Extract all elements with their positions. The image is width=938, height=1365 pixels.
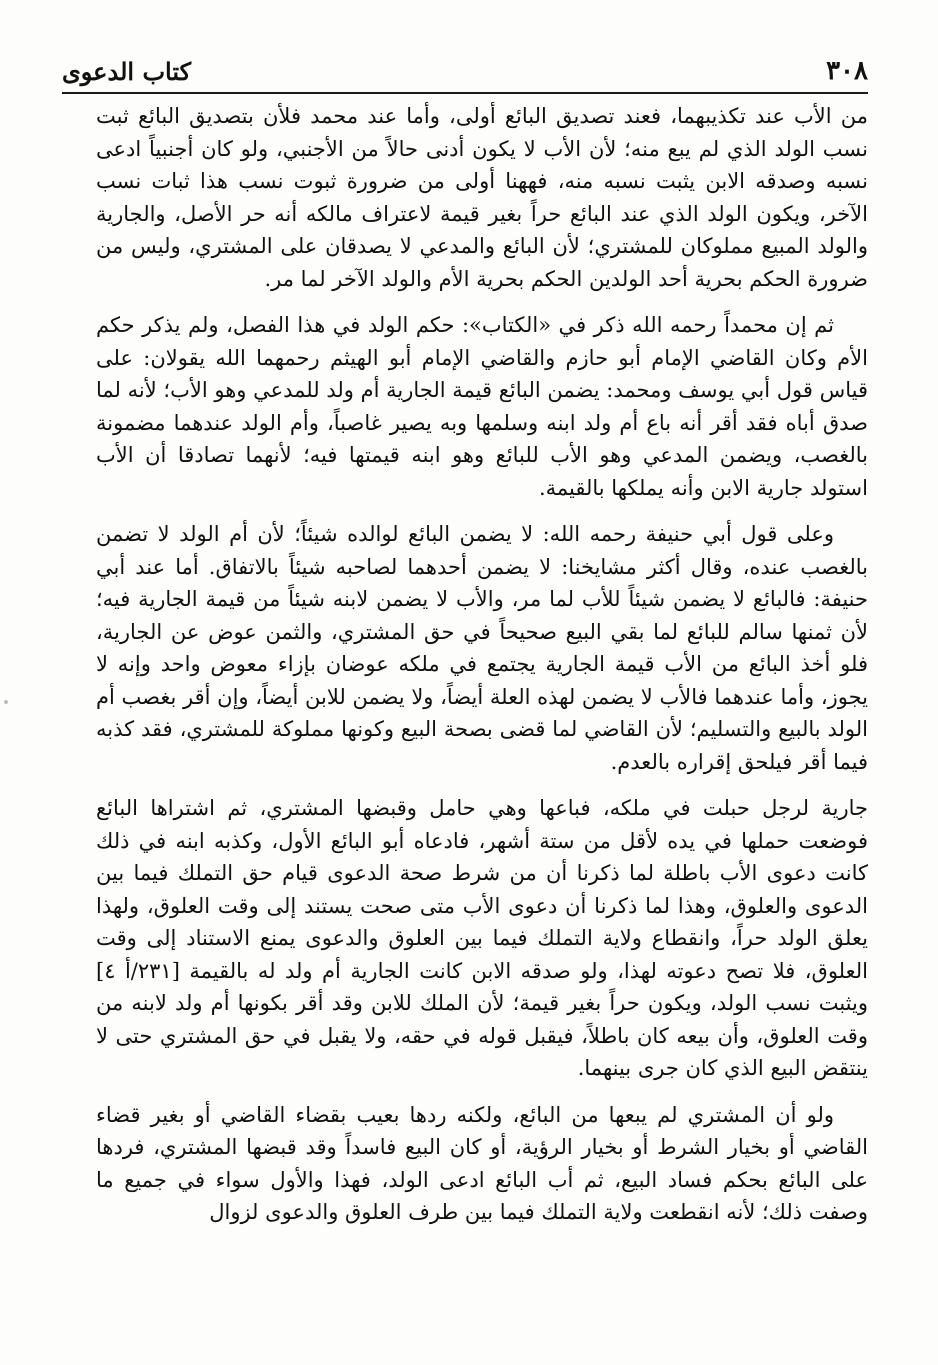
page-header xyxy=(62,42,868,94)
paragraph-3: وعلى قول أبي حنيفة رحمه الله: لا يضمن البائع لوالده شيئاً؛ لأن أم الولد لا تضمن بالغصب عنده، وقال أكثر مشايخنا: لا يضمن أحدهما لصاحبه شيئاً بالاتفاق. أما عند أبي حنيفة: فالبائع لا يضمن شيئاً للأب لما مر، والأب لا يضمن لابنه شيئاً من قيمة الجارية فيه؛ لأن ثمنها سالم للبائع لما بقي البيع صحيحاً في حق المشتري، والثمن عوض عن الجارية، فلو أخذ البائع من الأب قيمة الجارية يجتمع في ملكه عوضان بإزاء معوض واحد وإنه لا يجوز، وأما عندهما فالأب لا يضمن لهذه العلة أيضاً، ولا يضمن للابن أيضاً، وإن أقر بغصب أم الولد بالبيع والتسليم؛ لأن القاضي لما قضى بصحة البيع وكونها مملوكة للمشتري، فقد كذبه فيما أقر فيلحق إقراره بالعدم. xyxy=(96,522,868,774)
page-number: ٣٠٨ xyxy=(826,56,868,86)
paragraph-2: ثم إن محمداً رحمه الله ذكر في «الكتاب»: حكم الولد في هذا الفصل، ولم يذكر حكم الأم وكان القاضي الإمام أبو حازم والقاضي الإمام أبو الهيثم رحمهما الله يقولان: على قياس قول أبي يوسف ومحمد: يضمن البائع قيمة الجارية أم ولد للمدعي وهو الأب؛ لأنه لما صدق أباه فقد أقر أنه باع أم ولد ابنه وسلمها وبه يصير غاصباً، وأم الولد عندهما مضمونة بالغصب، ويضمن المدعي وهو الأب للبائع وهو ابنه قيمتها فيه؛ لأنهما تصادقا أن الأب استولد جارية الابن وأنه يملكها بالقيمة. xyxy=(96,313,868,500)
paragraph-5: ولو أن المشتري لم يبعها من البائع، ولكنه ردها بعيب بقضاء القاضي أو بغير قضاء القاضي أو بخيار الشرط أو بخيار الرؤية، أو كان البيع فاسداً وقد قبضها المشتري، فردها على البائع بحكم فساد البيع، ثم أب البائع ادعى الولد، فهذا والأول سواء في جميع ما وصفت ذلك؛ لأنه انقطعت ولاية التملك فيما بين طرف العلوق والدعوى لزوال xyxy=(96,1102,868,1224)
running-title: كتاب الدعوى xyxy=(62,57,192,86)
body-text xyxy=(96,100,868,1243)
paragraph-1: من الأب عند تكذيبهما، فعند تصديق البائع أولى، وأما عند محمد فلأن بتصديق البائع ثبت نسب الولد الذي لم يبع منه؛ لأن الأب لا يكون أدنى حالاً من الأجنبي، ولو كان أجنبياً ادعى نسبه وصدقه الابن يثبت نسبه منه، فههنا أولى من ضرورة ثبوت نسب هذا ثبات نسب الآخر، ويكون الولد الذي عند البائع حراً بغير قيمة لاعتراف مالكه أنه حر الأصل، والجارية والولد المبيع مملوكان للمشتري؛ لأن البائع والمدعي لا يصدقان على المشتري، وليس من ضرورة الحكم بحرية أحد الولدين الحكم بحرية الأم والولد الآخر لما مر. xyxy=(96,104,868,291)
scan-speck xyxy=(4,700,8,704)
paragraph-4: جارية لرجل حبلت في ملكه، فباعها وهي حامل وقبضها المشتري، ثم اشتراها البائع فوضعت حملها في يده لأقل من ستة أشهر، فادعاه أبو البائع الأول، وكذبه ابنه في ذلك كانت دعوى الأب باطلة لما ذكرنا أن من شرط صحة الدعوى قيام حق التملك فيما بين الدعوى والعلوق، وهذا لما ذكرنا أن دعوى الأب متى صحت يستند إلى وقت العلوق، ولهذا يعلق الولد حراً، وانقطاع ولاية التملك فيما بين العلوق والدعوى يمنع الاستناد إلى وقت العلوق، فلا تصح دعوته لهذا، ولو صدقه الابن كانت الجارية أم ولد له بالقيمة [٢٣١/أ ٤] ويثبت نسب الولد، ويكون حراً بغير قيمة؛ لأن الملك للابن وقد أقر بكونها أم ولد لابنه من وقت العلوق، وأن بيعه كان باطلاً، فيقبل قوله في حقه، ولا يقبل في حق المشتري حتى لا ينتقض البيع الذي كان جرى بينهما. xyxy=(96,796,868,1080)
